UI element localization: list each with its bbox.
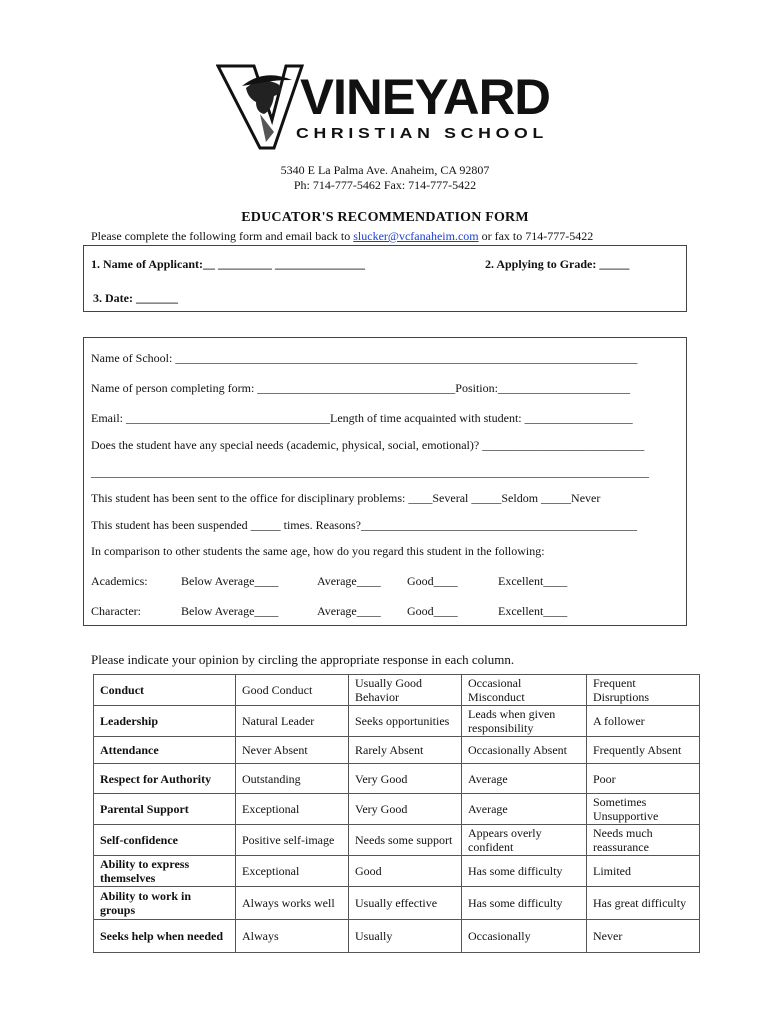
rating-criterion: Parental Support xyxy=(94,794,236,825)
school-address: 5340 E La Palma Ave. Anaheim, CA 92807 xyxy=(280,163,490,177)
academics-below-average[interactable]: Below Average____ xyxy=(181,574,279,588)
rating-option[interactable]: Outstanding xyxy=(236,764,349,794)
school-name-field[interactable]: Name of School: _____________________________________________________________________________ xyxy=(91,351,638,365)
rating-option[interactable]: Needs much reassurance xyxy=(587,825,700,856)
date-label: 3. Date: _______ xyxy=(93,291,178,305)
rating-criterion: Attendance xyxy=(94,737,236,764)
academics-average[interactable]: Average____ xyxy=(317,574,381,588)
rating-option[interactable]: Occasional Misconduct xyxy=(462,675,587,706)
rating-criterion: Self-confidence xyxy=(94,825,236,856)
table-row xyxy=(94,856,700,887)
rating-option[interactable]: Limited xyxy=(587,856,700,887)
rating-option[interactable]: Appears overly confident xyxy=(462,825,587,856)
rating-option[interactable]: Good Conduct xyxy=(236,675,349,706)
rating-option[interactable]: Positive self-image xyxy=(236,825,349,856)
rating-option[interactable]: Natural Leader xyxy=(236,706,349,737)
rating-option[interactable]: Very Good xyxy=(349,794,462,825)
rating-option[interactable]: Seeks opportunities xyxy=(349,706,462,737)
rating-option[interactable]: Average xyxy=(462,794,587,825)
rating-criterion: Ability to express themselves xyxy=(94,856,236,887)
rating-criterion: Ability to work in groups xyxy=(94,887,236,920)
table-row xyxy=(94,920,700,953)
rating-option[interactable]: Leads when given responsibility xyxy=(462,706,587,737)
logo-sub-text: CHRISTIAN SCHOOL xyxy=(296,125,548,142)
table-row xyxy=(94,737,700,764)
rating-option[interactable]: Occasionally Absent xyxy=(462,737,587,764)
logo-main-text: VINEYARD xyxy=(300,69,550,125)
rating-option[interactable]: Always xyxy=(236,920,349,953)
special-needs-field[interactable]: Does the student have any special needs (academic, physical, social, emotional)? ___________________________ xyxy=(91,438,645,452)
opinion-instruction: Please indicate your opinion by circling the appropriate response in each column. xyxy=(91,652,515,667)
table-row xyxy=(94,706,700,737)
rating-option[interactable]: Has some difficulty xyxy=(462,856,587,887)
applicant-name-field[interactable] xyxy=(91,257,365,272)
character-good[interactable]: Good____ xyxy=(407,604,458,618)
email-link[interactable]: slucker@vcfanaheim.com xyxy=(353,229,479,243)
rating-option[interactable]: Usually effective xyxy=(349,887,462,920)
academics-label: Academics: xyxy=(91,574,148,588)
rating-option[interactable]: Has great difficulty xyxy=(587,887,700,920)
rating-option[interactable]: Frequent Disruptions xyxy=(587,675,700,706)
table-row xyxy=(94,764,700,794)
rating-option[interactable]: Exceptional xyxy=(236,794,349,825)
character-label: Character: xyxy=(91,604,141,618)
applicant-name-label: 1. Name of Applicant: xyxy=(91,257,203,271)
rating-option[interactable]: Usually Good Behavior xyxy=(349,675,462,706)
table-row xyxy=(94,675,700,706)
table-row xyxy=(94,825,700,856)
character-excellent[interactable]: Excellent____ xyxy=(498,604,568,618)
rating-option[interactable]: A follower xyxy=(587,706,700,737)
rating-criterion: Leadership xyxy=(94,706,236,737)
email-acquainted-field[interactable]: Email: __________________________________Length of time acquainted with student: __________________ xyxy=(91,411,633,425)
applicant-name-blank: __ _________ _______________ xyxy=(203,257,365,271)
special-needs-continuation[interactable]: _____________________________________________________________________________________________ xyxy=(91,465,649,479)
character-below-average[interactable]: Below Average____ xyxy=(181,604,279,618)
grade-label: 2. Applying to Grade: _____ xyxy=(485,257,630,271)
rating-option[interactable]: Poor xyxy=(587,764,700,794)
instruction-text-pre: Please complete the following form and email back to xyxy=(91,229,354,243)
table-row xyxy=(94,794,700,825)
date-field[interactable] xyxy=(93,291,178,306)
character-average[interactable]: Average____ xyxy=(317,604,381,618)
table-row xyxy=(94,887,700,920)
academics-good[interactable]: Good____ xyxy=(407,574,458,588)
rating-option[interactable]: Usually xyxy=(349,920,462,953)
comparison-prompt: In comparison to other students the same age, how do you regard this student in the following: xyxy=(91,544,545,558)
rating-option[interactable]: Sometimes Unsupportive xyxy=(587,794,700,825)
rating-option[interactable]: Exceptional xyxy=(236,856,349,887)
school-phone-fax: Ph: 714-777-5462 Fax: 714-777-5422 xyxy=(293,178,477,192)
rating-option[interactable]: Has some difficulty xyxy=(462,887,587,920)
discipline-field[interactable]: This student has been sent to the office for disciplinary problems: ____Several _____Seldom _____Never xyxy=(91,491,601,505)
rating-option[interactable]: Needs some support xyxy=(349,825,462,856)
rating-option[interactable]: Occasionally xyxy=(462,920,587,953)
grade-field[interactable] xyxy=(485,257,629,272)
rating-option[interactable]: Always works well xyxy=(236,887,349,920)
instruction-text-post: or fax to 714-777-5422 xyxy=(478,229,594,243)
rating-criterion: Conduct xyxy=(94,675,236,706)
rating-option[interactable]: Good xyxy=(349,856,462,887)
rating-table xyxy=(93,674,700,953)
suspended-field[interactable]: This student has been suspended _____ times. Reasons?______________________________________________ xyxy=(91,518,637,532)
rating-option[interactable]: Never Absent xyxy=(236,737,349,764)
page-title: EDUCATOR'S RECOMMENDATION FORM xyxy=(241,210,529,225)
rating-option[interactable]: Very Good xyxy=(349,764,462,794)
academics-excellent[interactable]: Excellent____ xyxy=(498,574,568,588)
rating-option[interactable]: Average xyxy=(462,764,587,794)
rating-option[interactable]: Never xyxy=(587,920,700,953)
rating-criterion: Seeks help when needed xyxy=(94,920,236,953)
person-completing-field[interactable]: Name of person completing form: _________________________________Position:______________________ xyxy=(91,381,630,395)
rating-option[interactable]: Frequently Absent xyxy=(587,737,700,764)
school-logo xyxy=(216,62,556,154)
form-instruction xyxy=(91,229,593,244)
rating-criterion: Respect for Authority xyxy=(94,764,236,794)
rating-option[interactable]: Rarely Absent xyxy=(349,737,462,764)
